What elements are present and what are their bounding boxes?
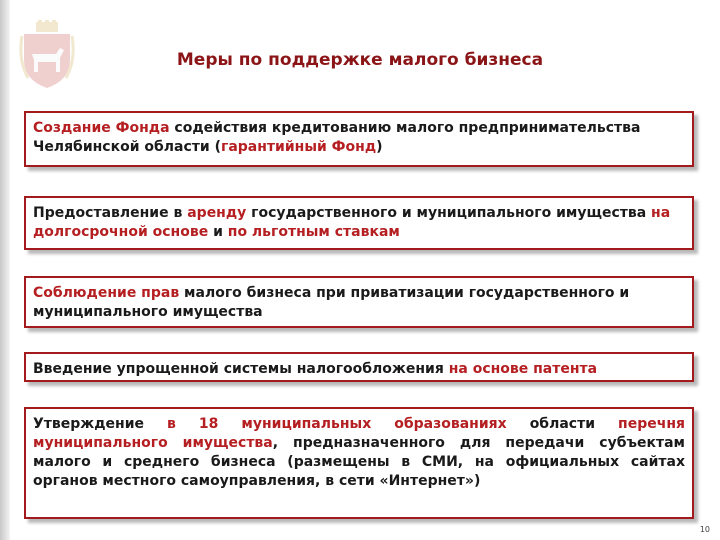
measure-text: Предоставление в xyxy=(33,205,188,221)
highlighted-text: по льготным ставкам xyxy=(227,224,400,240)
highlighted-text: в 18 муниципальных образованиях xyxy=(167,416,507,432)
measure-text: малого бизнеса при приватизации государственного и муниципального имущества xyxy=(33,285,630,320)
measure-text: ) xyxy=(376,139,383,155)
measure-text: и xyxy=(208,224,228,240)
measure-text: Утверждение xyxy=(33,416,168,432)
slide-title: Меры по поддержке малого бизнеса xyxy=(176,50,544,70)
measure-box xyxy=(24,352,694,382)
highlighted-text: перечня муниципального имущества xyxy=(33,416,685,451)
measure-box xyxy=(24,196,694,250)
measure-text: , предназначенного для передачи субъектам малого и среднего бизнеса (размещены в СМИ, на официальных сайтах органов местного самоуправления, в сети «Интернет») xyxy=(33,435,685,489)
highlighted-text: Создание Фонда xyxy=(33,120,170,136)
measure-text: содействия кредитованию малого предпринимательства Челябинской области ( xyxy=(33,120,641,155)
highlighted-text: на основе патента xyxy=(448,361,598,377)
measure-text: области xyxy=(506,416,619,432)
left-decorative-band xyxy=(0,0,10,540)
measure-box xyxy=(24,407,694,519)
measure-box xyxy=(24,111,694,167)
highlighted-text: гарантийный Фонд xyxy=(221,139,377,155)
measure-text: государственного и муниципального имущества xyxy=(246,205,652,221)
highlighted-text: аренду xyxy=(187,205,247,221)
highlighted-text: Соблюдение прав xyxy=(33,285,180,301)
highlighted-text: на долгосрочной основе xyxy=(33,205,671,240)
measure-box xyxy=(24,276,694,328)
page-number: 10 xyxy=(699,525,710,534)
measure-text: Введение упрощенной системы налогообложения xyxy=(33,361,449,377)
